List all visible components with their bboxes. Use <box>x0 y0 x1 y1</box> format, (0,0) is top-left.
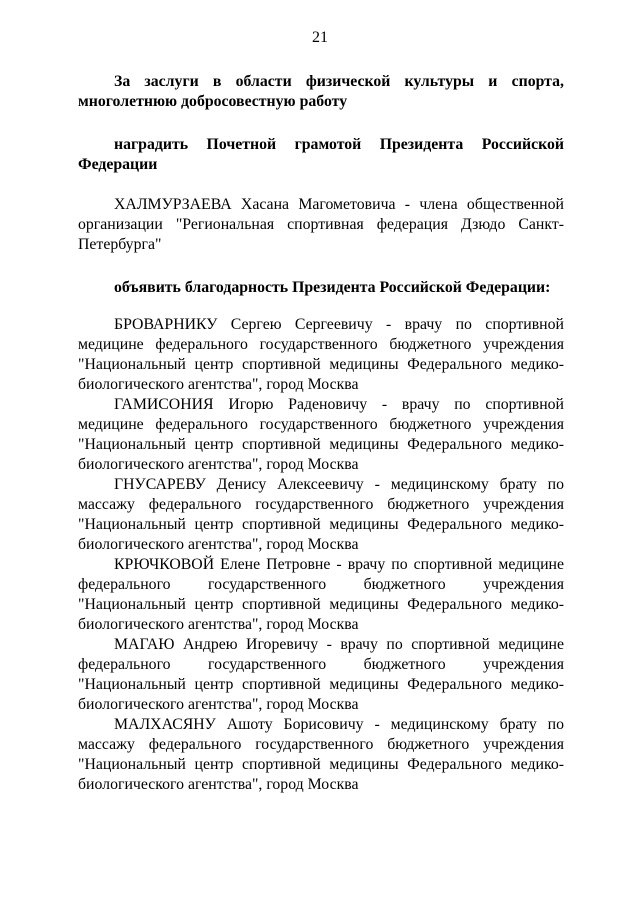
merit-statement: За заслуги в области физической культуры и спорта, многолетнюю добросовестную работу <box>78 73 564 110</box>
recipient-description: - медицинскому брату по массажу федерального государственного бюджетного учреждения "Национальный центр спортивной медицины Федерального медико-биологического агентства", город Москва <box>78 476 564 553</box>
recipient-name: МАЛХАСЯНУ Ашоту Борисовичу <box>114 716 364 733</box>
recipient-description: - врачу по спортивной медицине федерального государственного бюджетного учреждения "Национальный центр спортивной медицины Федерального медико-биологического агентства", город Москва <box>78 316 564 393</box>
recipient-name: БРОВАРНИКУ Сергею Сергеевичу <box>114 316 373 333</box>
recipient-description: - врачу по спортивной медицине федерального государственного бюджетного учреждения "Национальный центр спортивной медицины Федерального медико-биологического агентства", город Москва <box>78 556 564 633</box>
award-certificate-heading: наградить Почетной грамотой Президента Российской Федерации <box>78 136 564 173</box>
recipient-name: ГАМИСОНИЯ Игорю Раденовичу <box>114 396 368 413</box>
recipient-name: ГНУСАРЕВУ Денису Алексеевичу <box>114 476 364 493</box>
recipient-description: - врачу по спортивной медицине федерального государственного бюджетного учреждения "Национальный центр спортивной медицины Федерального медико-биологического агентства", город Москва <box>78 396 564 473</box>
certificate-recipient <box>78 195 564 255</box>
gratitude-heading: объявить благодарность Президента Российской Федерации: <box>114 279 551 296</box>
gratitude-recipient <box>78 555 564 635</box>
gratitude-recipient <box>78 635 564 715</box>
gratitude-recipient <box>78 715 564 795</box>
page-number: 21 <box>312 29 328 46</box>
recipient-description: - медицинскому брату по массажу федерального государственного бюджетного учреждения "Национальный центр спортивной медицины Федерального медико-биологического агентства", город Москва <box>78 716 564 793</box>
gratitude-recipient <box>78 395 564 475</box>
gratitude-recipient <box>78 475 564 555</box>
gratitude-recipient <box>78 315 564 395</box>
recipient-name: МАГАЮ Андрею Игоревичу <box>114 636 319 653</box>
recipient-description: - врачу по спортивной медицине федерального государственного бюджетного учреждения "Национальный центр спортивной медицины Федерального медико-биологического агентства", город Москва <box>78 636 565 713</box>
recipient-description: - члена общественной организации "Региональная спортивная федерация Дзюдо Санкт-Петербурга" <box>78 196 564 253</box>
decree-body <box>78 72 564 795</box>
recipient-name: КРЮЧКОВОЙ Елене Петровне <box>114 556 331 573</box>
recipient-name: ХАЛМУРЗАЕВА Хасана Магометовича <box>114 196 396 213</box>
